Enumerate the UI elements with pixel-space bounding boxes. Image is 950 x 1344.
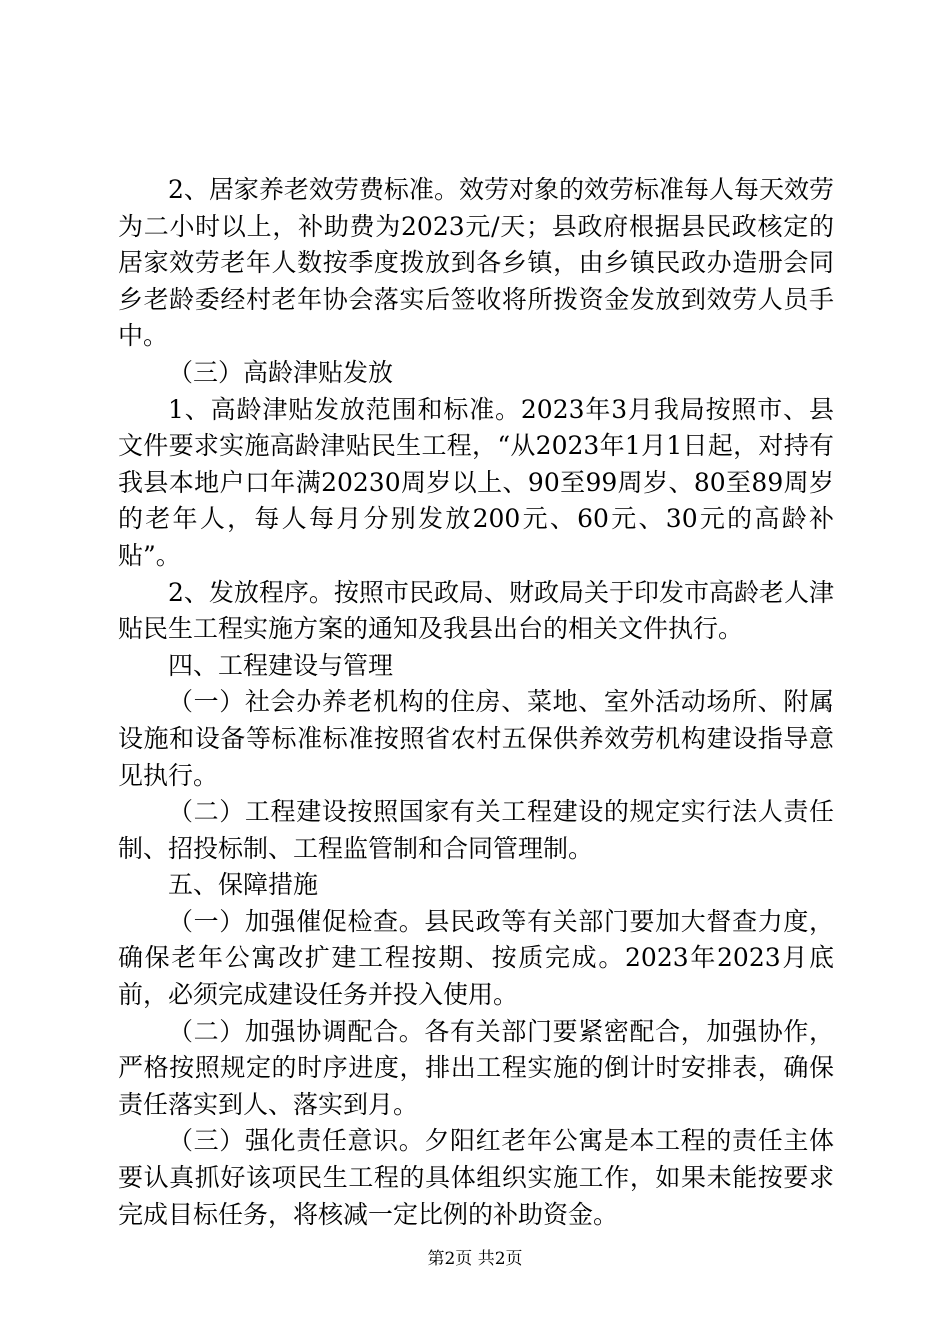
paragraph-home-care-fee: 2、居家养老效劳费标准。效劳对象的效劳标准每人每天效劳为二小时以上，补助费为2023元/天；县政府根据县民政核定的居家效劳老年人数按季度拨放到各乡镇，由乡镇民政办造册会同乡老龄委经村老年协会落实后签收将所拨资金发放到效劳人员手中。: [118, 175, 834, 351]
heading-safeguard-measures: 五、保障措施: [168, 870, 319, 900]
paragraph-supervision: （一）加强催促检查。县民政等有关部门要加大督查力度，确保老年公寓改扩建工程按期、按质完成。2023年2023月底前，必须完成建设任务并投入使用。: [118, 906, 834, 1010]
heading-construction-management: 四、工程建设与管理: [168, 650, 394, 680]
paragraph-responsibility: （三）强化责任意识。夕阳红老年公寓是本工程的责任主体要认真抓好该项民生工程的具体组织实施工作，如果未能按要求完成目标任务，将核减一定比例的补助资金。: [118, 1126, 834, 1229]
paragraph-facility-standards: （一）社会办养老机构的住房、菜地、室外活动场所、附属设施和设备等标准标准按照省农村五保供养效劳机构建设指导意见执行。: [118, 687, 834, 790]
paragraph-allowance-scope: 1、高龄津贴发放范围和标准。2023年3月我局按照市、县文件要求实施高龄津贴民生工程，“从2023年1月1日起，对持有我县本地户口年满20230周岁以上、90至99周岁、80至89周岁的老年人，每人每月分别发放200元、60元、30元的高龄补贴”。: [118, 394, 834, 570]
page-number-footer: 第2页 共2页: [427, 1249, 523, 1269]
paragraph-distribution-procedure: 2、发放程序。按照市民政局、财政局关于印发市高龄老人津贴民生工程实施方案的通知及我县出台的相关文件执行。: [118, 577, 834, 644]
paragraph-coordination: （二）加强协调配合。各有关部门要紧密配合，加强协作，严格按照规定的时序进度，排出工程实施的倒计时安排表，确保责任落实到人、落实到月。: [118, 1016, 834, 1119]
document-body: [118, 172, 834, 1233]
paragraph-construction-rules: （二）工程建设按照国家有关工程建设的规定实行法人责任制、招投标制、工程监管制和合同管理制。: [118, 797, 834, 863]
heading-longevity-allowance: （三）高龄津贴发放: [168, 357, 394, 387]
